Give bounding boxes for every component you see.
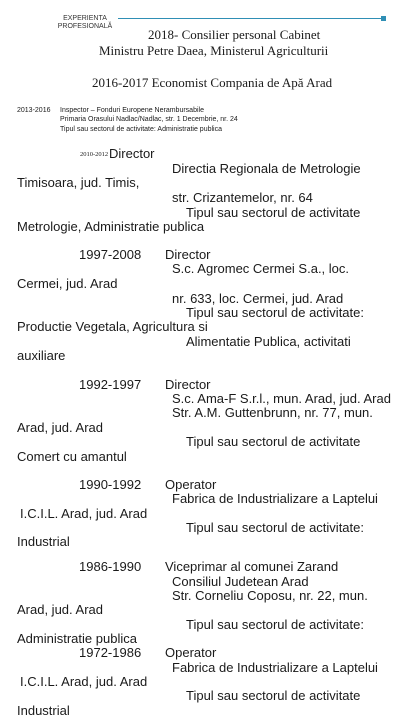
entry-1992-sector: Comert cu amantul	[17, 449, 127, 465]
entry-2013-address: Primaria Orasului Nadlac/Nadlac, str. 1 Decembrie, nr. 24	[60, 116, 238, 123]
entry-1972-location: I.C.I.L. Arad, jud. Arad	[20, 673, 148, 689]
entry-1992-employer: S.c. Ama-F S.r.l., mun. Arad, jud. Arad	[172, 390, 391, 406]
entry-1997-years: 1997-2008	[79, 246, 142, 262]
section-heading-line2: PROFESIONALĂ	[57, 23, 113, 30]
entry-1997-sector-2: Alimentatie Publica, activitati	[186, 333, 351, 349]
entry-2010-sector: Metrologie, Administratie publica	[17, 218, 205, 234]
entry-1986-address: Str. Corneliu Coposu, nr. 22, mun.	[172, 587, 368, 603]
entry-1986-employer: Consiliul Judetean Arad	[172, 573, 309, 589]
header-rule-marker	[381, 16, 386, 21]
entry-1992-address: Str. A.M. Guttenbrunn, nr. 77, mun.	[172, 405, 373, 421]
entry-1997-sector-label: Tipul sau sectorul de activitate:	[186, 304, 364, 320]
position-2016: 2016-2017 Economist Compania de Apă Arad	[92, 75, 333, 90]
entry-2010-title: Director	[109, 146, 155, 162]
entry-1992-sector-label: Tipul sau sectorul de activitate	[186, 433, 361, 449]
entry-1972-years: 1972-1986	[79, 645, 142, 661]
entry-1972-sector: Industrial	[17, 702, 70, 718]
entry-1997-title: Director	[165, 246, 211, 262]
entry-2010-employer: Directia Regionala de Metrologie	[172, 160, 361, 176]
entry-2013-sector: Tipul sau sectorul de activitate: Administratie publica	[60, 126, 222, 133]
entry-1997-location: Cermei, jud. Arad	[17, 276, 118, 292]
section-heading-line1: EXPERIENTA	[63, 15, 107, 22]
entry-1997-sector-1: Productie Vegetala, Agricultura si	[17, 319, 208, 335]
entry-2013-years: 2013-2016	[17, 107, 51, 114]
entry-1990-title: Operator	[165, 476, 217, 492]
header-rule	[118, 18, 382, 19]
position-2018: 2018- Consilier personal Cabinet	[148, 27, 321, 42]
entry-2010-address: str. Crizantemelor, nr. 64	[172, 190, 313, 206]
entry-2010-years: 2010-2012	[80, 150, 109, 158]
entry-1972-title: Operator	[165, 645, 217, 661]
entry-2010-location: Timisoara, jud. Timis,	[17, 174, 140, 190]
entry-1997-address: nr. 633, loc. Cermei, jud. Arad	[172, 290, 344, 306]
entry-1997-employer: S.c. Agromec Cermei S.a., loc.	[172, 260, 350, 276]
entry-1986-sector-label: Tipul sau sectorul de activitate:	[186, 616, 364, 632]
entry-2010-sector-label: Tipul sau sectorul de activitate	[186, 204, 361, 220]
entry-1992-title: Director	[165, 376, 211, 392]
entry-1990-sector-label: Tipul sau sectorul de activitate:	[186, 519, 364, 535]
entry-1990-location: I.C.I.L. Arad, jud. Arad	[20, 505, 148, 521]
entry-1986-location: Arad, jud. Arad	[17, 602, 103, 618]
entry-1992-location: Arad, jud. Arad	[17, 419, 103, 435]
entry-2013-title: Inspector – Fonduri Europene Nerambursabile	[60, 107, 204, 114]
entry-1986-sector: Administratie publica	[17, 630, 137, 646]
entry-1972-employer: Fabrica de Industrializare a Laptelui	[172, 659, 378, 675]
entry-1986-title: Viceprimar al comunei Zarand	[165, 559, 339, 575]
entry-1997-sector-3: auxiliare	[17, 347, 66, 363]
entry-1990-years: 1990-1992	[79, 476, 142, 492]
entry-1990-sector: Industrial	[17, 534, 70, 550]
position-2018-employer: Ministru Petre Daea, Ministerul Agriculturii	[99, 43, 329, 58]
entry-1992-years: 1992-1997	[79, 376, 142, 392]
entry-1990-employer: Fabrica de Industrializare a Laptelui	[172, 491, 378, 507]
entry-1972-sector-label: Tipul sau sectorul de activitate	[186, 688, 361, 704]
section-heading	[52, 15, 118, 31]
entry-1986-years: 1986-1990	[79, 559, 142, 575]
